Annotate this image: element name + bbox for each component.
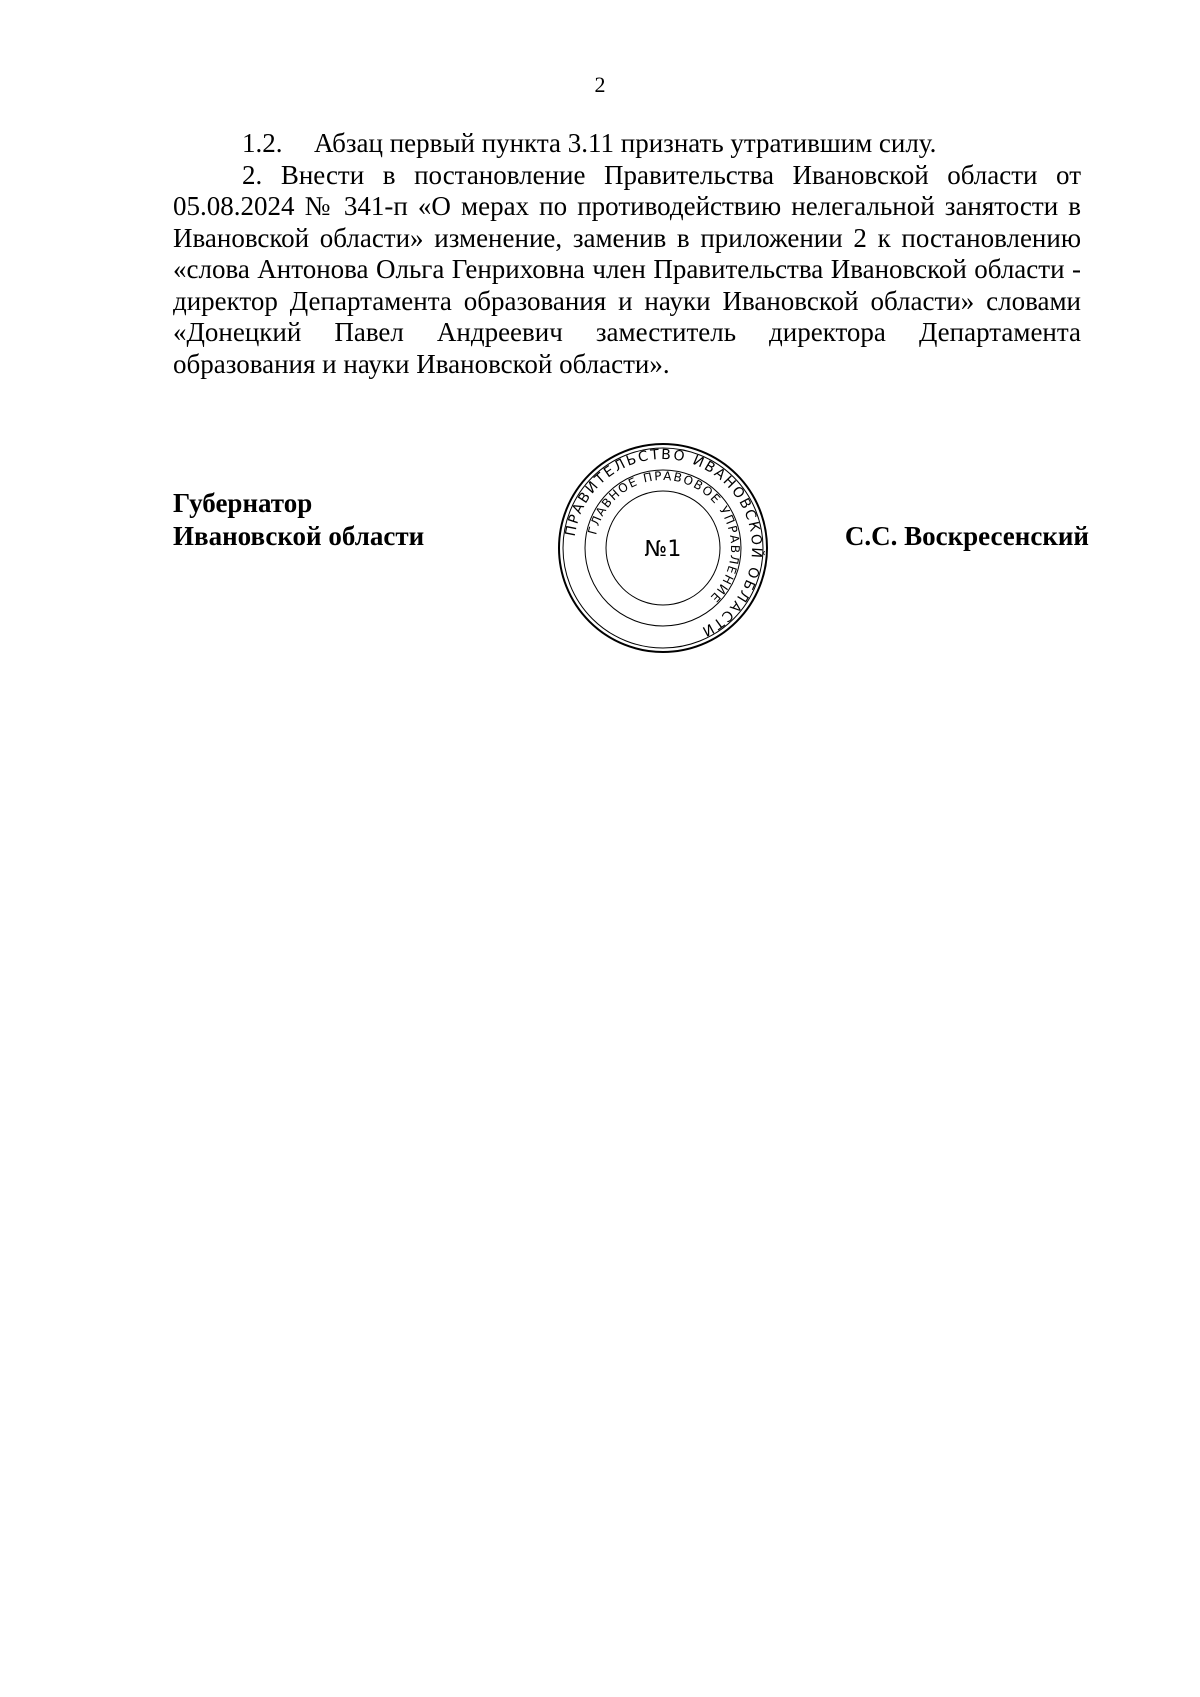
paragraph-1-2-number: 1.2. xyxy=(242,128,283,158)
paragraph-1-2-text: Абзац первый пункта 3.11 признать утратившим силу. xyxy=(314,128,937,158)
document-body xyxy=(173,128,1081,380)
stamp-seal-icon xyxy=(555,440,771,656)
paragraph-1-2 xyxy=(173,128,1081,160)
signatory-position-line-1: Губернатор xyxy=(173,488,313,518)
signatory-position-line-2: Ивановской области xyxy=(173,521,425,551)
paragraph-2: 2. Внести в постановление Правительства Ивановской области от 05.08.2024 № 341-п «О мерах по противодействию нелегальной занятости в Ивановской области» изменение, заменив в приложении 2 к постановлению «слова Антонова Ольга Генриховна член Правительства Ивановской области - директор Департамента образования и науки Ивановской области» словами «Донецкий Павел Андреевич заместитель директора Департамента образования и науки Ивановской области». xyxy=(173,159,1081,379)
signatory-name: С.С. Воскресенский xyxy=(844,521,1089,551)
official-stamp xyxy=(555,440,771,656)
stamp-outer-text: ПРАВИТЕЛЬСТВО ИВАНОВСКОЙ ОБЛАСТИ xyxy=(562,446,765,640)
page-number: 2 xyxy=(594,72,606,97)
stamp-inner-text: ГЛАВНОЕ ПРАВОВОЕ УПРАВЛЕНИЕ xyxy=(585,468,743,606)
signatory-position xyxy=(173,487,424,553)
stamp-center-text: №1 xyxy=(644,537,682,562)
